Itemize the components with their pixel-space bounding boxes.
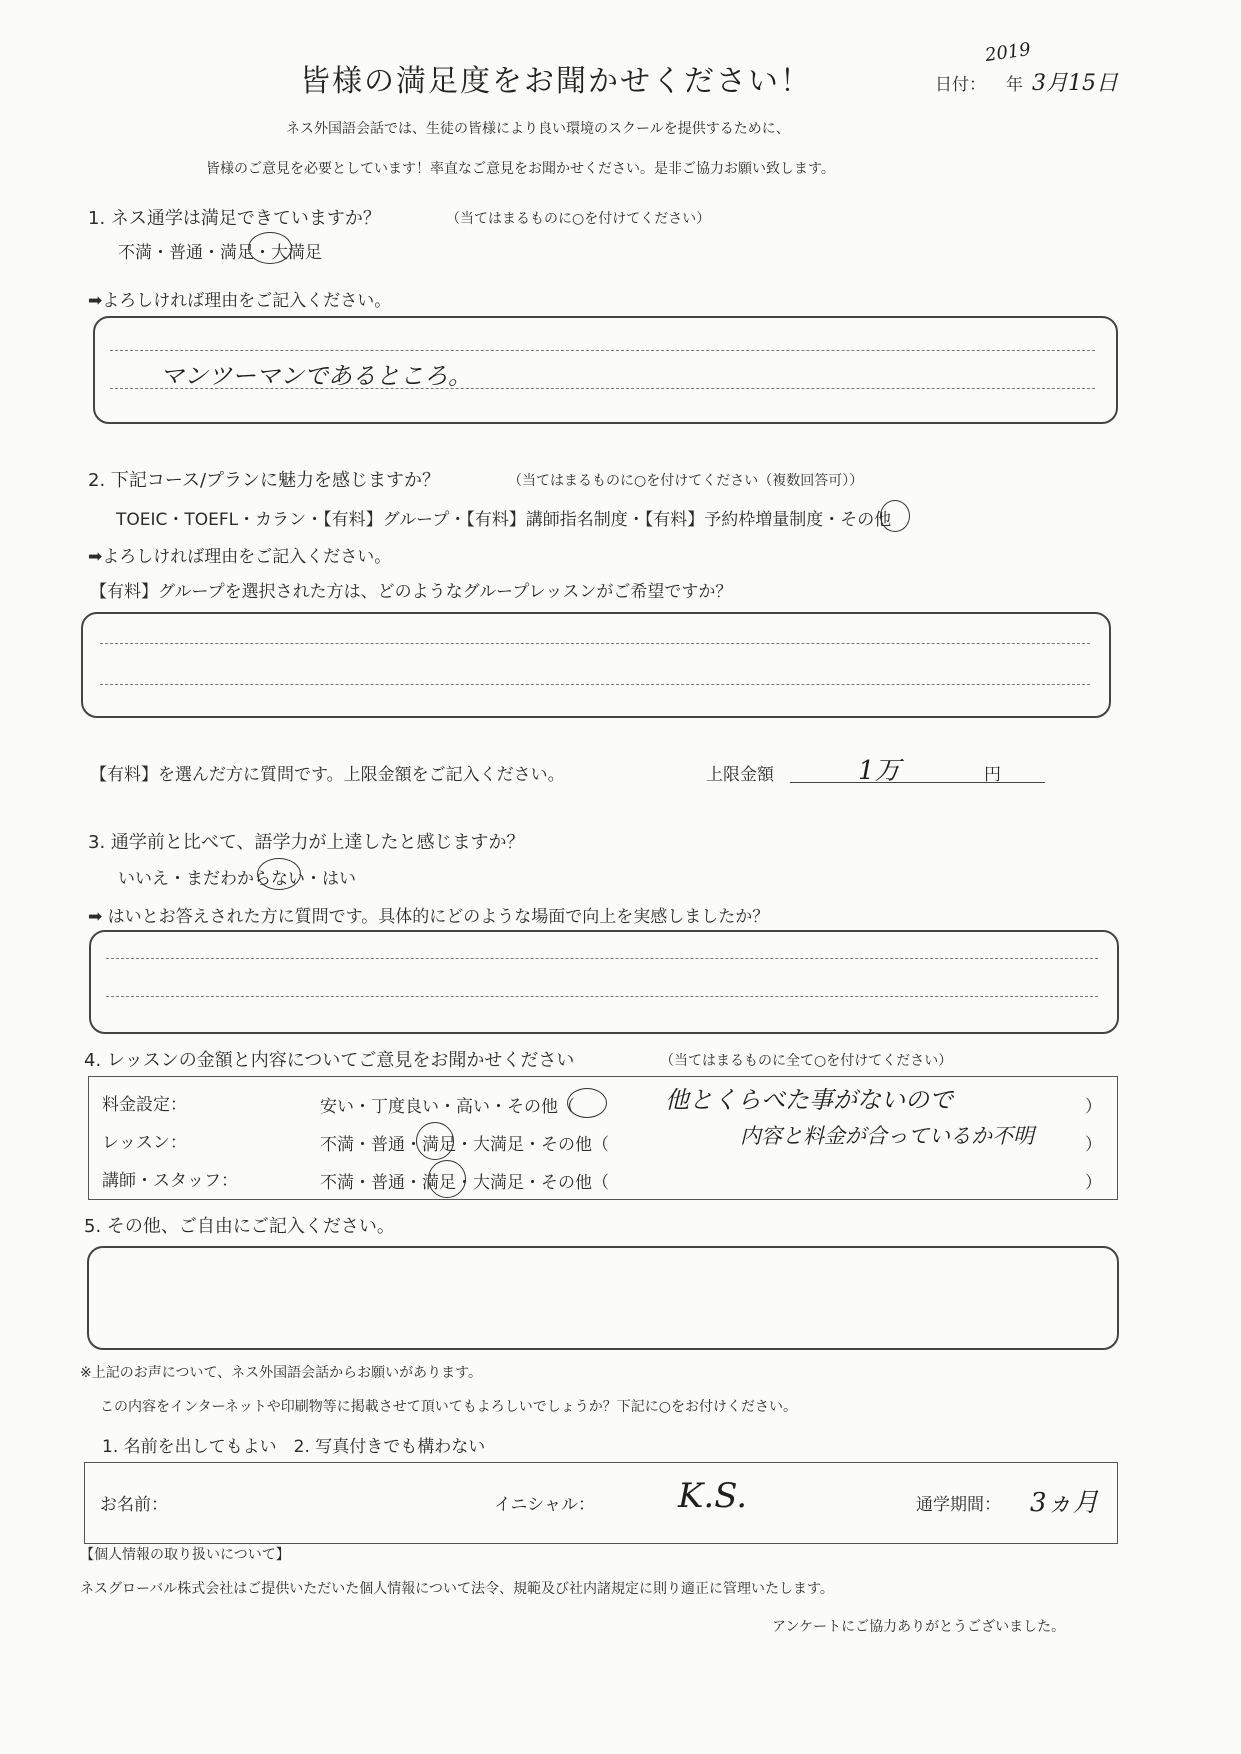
- q4-row-2-label: レッスン：: [102, 1133, 187, 1153]
- q4-row-3-circle: [428, 1160, 466, 1198]
- q4-question: 4. レッスンの金額と内容についてご意見をお聞かせください: [84, 1050, 575, 1071]
- q4-row-1-close: ）: [1085, 1097, 1102, 1117]
- q3-question: 3. 通学前と比べて、語学力が上達したと感じますか？: [88, 832, 525, 853]
- q4-row-3-close: ）: [1085, 1173, 1102, 1193]
- initials-label: イニシャル：: [494, 1495, 595, 1515]
- consent-options[interactable]: 1. 名前を出してもよい 2. 写真付きでも構わない: [102, 1437, 486, 1457]
- consent-line-1: ※上記のお声について、ネス外国語会話からお願いがあります。: [80, 1365, 483, 1381]
- period-handwritten[interactable]: 3ヵ月: [1030, 1488, 1099, 1518]
- q2-limit-unit: 円: [984, 765, 1001, 785]
- q1-line-1: [110, 350, 1095, 351]
- q4-row-1-label: 料金設定：: [102, 1095, 187, 1115]
- q4-row-2-comment: 内容と料金が合っているか不明: [740, 1124, 1034, 1148]
- q2-limit-label: 上限金額: [706, 765, 774, 785]
- consent-line-2: この内容をインターネットや印刷物等に掲載させて頂いてもよろしいでしょうか？下記に○をお付けください。: [100, 1399, 797, 1415]
- initials-handwritten[interactable]: K.S.: [678, 1476, 748, 1516]
- q2-options[interactable]: TOEIC・TOEFL・カラン・【有料】グループ・【有料】講師指名制度・【有料】予約枠増量制度・その他: [116, 510, 892, 530]
- q1-option-2[interactable]: 普通: [169, 243, 203, 263]
- q1-selected-circle: [248, 232, 292, 264]
- q2-note: （当てはまるものに○を付けてください（複数回答可））: [508, 473, 864, 489]
- q1-question: 1. ネス通学は満足できていますか？: [88, 208, 381, 229]
- q4-row-2-close: ）: [1085, 1135, 1102, 1155]
- date-label: 日付：: [935, 75, 986, 95]
- q2-line-2: [100, 684, 1090, 685]
- date-year-handwritten: 2019: [983, 38, 1033, 67]
- date-month-day-handwritten: 3月15日: [1032, 71, 1118, 96]
- q3-selected-circle: [257, 858, 301, 890]
- privacy-text: ネスグローバル株式会社はご提供いただいた個人情報について法令、規範及び社内諸規定に則り適正に管理いたします。: [80, 1581, 834, 1597]
- q2-limit-underline: [790, 782, 1045, 783]
- q1-option-3[interactable]: 満足: [220, 243, 254, 263]
- date-year-label: 年: [1006, 75, 1023, 95]
- q4-row-3-label: 講師・スタッフ：: [102, 1171, 238, 1191]
- q1-reason-prompt: ➡よろしければ理由をご記入ください。: [88, 291, 392, 311]
- q3-line-1: [106, 958, 1098, 959]
- q3-answer-box[interactable]: [89, 930, 1119, 1034]
- q4-row-2-circle: [416, 1122, 454, 1160]
- q2-reason-prompt: ➡よろしければ理由をご記入ください。: [88, 547, 392, 567]
- q1-option-1[interactable]: 不満: [118, 243, 152, 263]
- q1-note: （当てはまるものに○を付けてください）: [446, 211, 711, 227]
- q2-question: 2. 下記コース/プランに魅力を感じますか？: [88, 470, 441, 491]
- q4-row-1-circle: [567, 1088, 607, 1118]
- q2-answer-box[interactable]: [81, 612, 1111, 718]
- q3-followup: ➡ はいとお答えされた方に質問です。具体的にどのような場面で向上を実感しましたか？: [88, 907, 770, 927]
- q1-answer-handwritten: マンツーマンであるところ。: [160, 362, 472, 390]
- name-label: お名前：: [100, 1495, 168, 1515]
- q2-group-prompt: 【有料】グループを選択された方は、どのようなグループレッスンがご希望ですか？: [90, 582, 733, 602]
- q2-line-1: [100, 643, 1090, 644]
- q4-row-2-options[interactable]: 不満・普通・満足・大満足・その他（: [320, 1135, 609, 1155]
- period-label: 通学期間：: [916, 1495, 1001, 1515]
- q2-limit-handwritten[interactable]: 1万: [858, 756, 901, 786]
- privacy-heading: 【個人情報の取り扱いについて】: [80, 1547, 290, 1563]
- q4-row-1-comment: 他とくらべた事がないので: [665, 1086, 953, 1114]
- q5-answer-box[interactable]: [87, 1246, 1119, 1350]
- q4-row-1-options[interactable]: 安い・丁度良い・高い・その他（: [320, 1097, 575, 1117]
- q3-line-2: [106, 996, 1098, 997]
- page-title: 皆様の満足度をお聞かせください！: [300, 64, 812, 99]
- q1-options: 不満・普通・満足・大満足: [118, 243, 322, 263]
- q5-question: 5. その他、ご自由にご記入ください。: [84, 1216, 395, 1237]
- q2-paid-prompt: 【有料】を選んだ方に質問です。上限金額をご記入ください。: [90, 765, 565, 785]
- q4-row-3-options[interactable]: 不満・普通・満足・大満足・その他（: [320, 1173, 609, 1193]
- thanks-text: アンケートにご協力ありがとうございました。: [772, 1619, 1066, 1635]
- intro-line-1: ネス外国語会話では、生徒の皆様により良い環境のスクールを提供するために、: [286, 121, 790, 137]
- q2-selected-circle: [880, 500, 910, 532]
- q3-options[interactable]: いいえ・まだわからない・はい: [118, 869, 356, 889]
- q4-note: （当てはまるものに全て○を付けてください）: [660, 1053, 953, 1069]
- q1-option-4[interactable]: 大満足: [271, 243, 322, 263]
- intro-line-2: 皆様のご意見を必要としています！率直なご意見をお聞かせください。是非ご協力お願い致します。: [206, 161, 835, 177]
